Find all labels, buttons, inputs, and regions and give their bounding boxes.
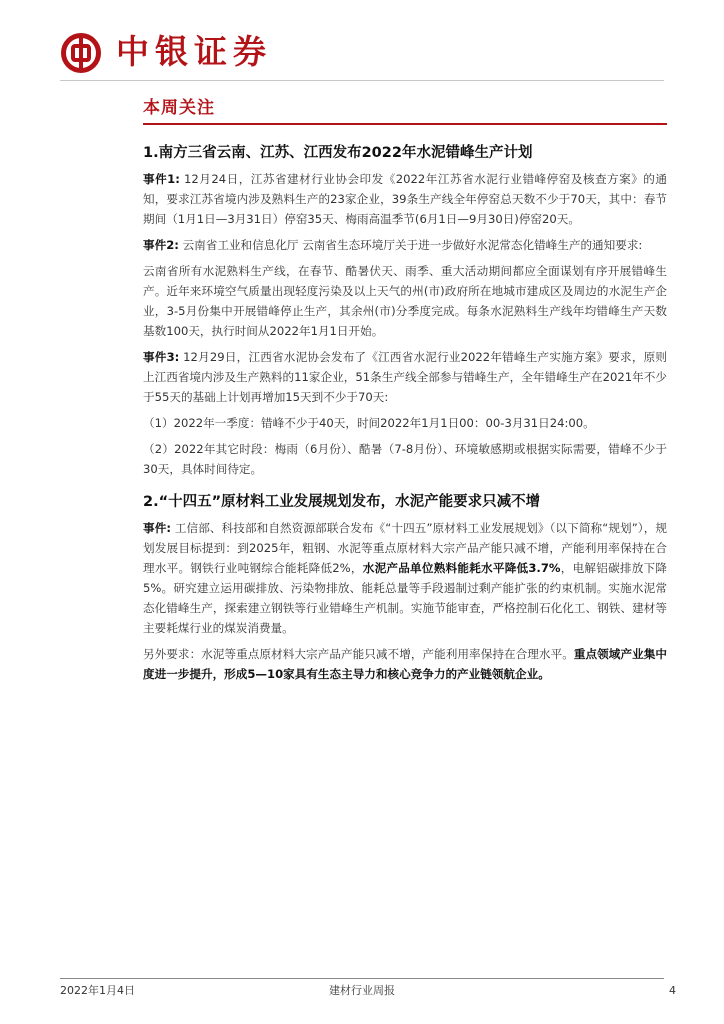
highlight-text: 水泥产品单位熟料能耗水平降低3.7% xyxy=(362,561,561,575)
event-paragraph xyxy=(143,261,667,341)
event-text: 云南省工业和信息化厅 云南省生态环境厅关于进一步做好水泥常态化错峰生产的通知要求: xyxy=(178,238,643,252)
event-text: （1）2022年一季度：错峰不少于40天，时间2022年1月1日00：00-3月31日24:00。 xyxy=(143,416,595,430)
event-paragraph xyxy=(143,347,667,407)
event-paragraph xyxy=(143,235,667,255)
event-text: 工信部、科技部和自然资源部联合发布《“十四五”原材料工业发展规划》（以下简称“规划”），规划发展目标提到：到2025年，粗钢、水泥等重点原材料大宗产品产能只减不增，产能利用率保持在合理水平。钢铁行业吨钢综合能耗降低2%， xyxy=(143,521,667,575)
event-text: （2）2022年其它时段：梅雨（6月份）、酷暑（7-8月份）、环境敏感期或根据实际需要，错峰不少于30天，具体时间待定。 xyxy=(143,442,667,476)
footer-date: 2022年1月4日 xyxy=(60,984,135,997)
event-text: 云南省所有水泥熟料生产线，在春节、酷暑伏天、雨季、重大活动期间都应全面谋划有序开展错峰生产。近年来环境空气质量出现轻度污染及以上天气的州(市)政府所在地城市建成区及周边的水泥生产企业，3-5月份集中开展错峰停止生产，其余州(市)分季度完成。每条水泥熟料生产线年均错峰生产天数基数100天，执行时间从2022年1月1日开始。 xyxy=(143,264,667,338)
event-paragraph xyxy=(143,439,667,479)
event-text: 另外要求：水泥等重点原材料大宗产品产能只减不增，产能利用率保持在合理水平。 xyxy=(143,647,574,661)
event-text: 12月24日，江苏省建材行业协会印发《2022年江苏省水泥行业错峰停窑及核查方案》的通知，要求江苏省境内涉及熟料生产的23家企业，39条生产线全年停窑总天数不少于70天，其中：春节期间（1月1日—3月31日）停窑35天、梅雨高温季节(6月1日—9月30日)停窑20天。 xyxy=(143,172,667,226)
event-label: 事件3: xyxy=(143,350,180,364)
event-text: 12月29日，江西省水泥协会发布了《江西省水泥行业2022年错峰生产实施方案》要求，原则上江西省境内涉及生产熟料的11家企业，51条生产线全部参与错峰生产，全年错峰生产在2021年不少于55天的基础上计划再增加15天到不少于70天: xyxy=(143,350,667,404)
header-divider xyxy=(60,80,664,81)
event-label: 事件2: xyxy=(143,238,179,252)
section-divider xyxy=(143,123,667,125)
event-paragraph xyxy=(143,169,667,229)
event-paragraph xyxy=(143,413,667,433)
footer-report-name: 建材行业周报 xyxy=(329,984,395,997)
boc-coin-logo-icon xyxy=(60,32,102,74)
report-body xyxy=(143,142,667,690)
topic-heading: 1.南方三省云南、江苏、江西发布2022年水泥错峰生产计划 xyxy=(143,145,533,161)
brand-name: 中银证券 xyxy=(116,32,272,71)
topic-heading: 2.“十四五”原材料工业发展规划发布，水泥产能要求只减不增 xyxy=(143,494,541,510)
section-title: 本周关注 xyxy=(143,98,215,118)
event-paragraph xyxy=(143,518,667,638)
page-number: 4 xyxy=(669,984,676,997)
event-label: 事件1: xyxy=(143,172,180,186)
event-label: 事件: xyxy=(143,521,172,535)
event-paragraph xyxy=(143,644,667,684)
event-text: ，电解铝碳排放下降5%。研究建立运用碳排放、污染物排放、能耗总量等手段遏制过剩产能扩张的约束机制。实施水泥常态化错峰生产，探索建立钢铁等行业错峰生产机制。实施节能审查，严格控制石化化工、钢铁、建材等主要耗煤行业的煤炭消费量。 xyxy=(143,561,667,635)
highlight-text: 重点领域产业集中度进一步提升，形成5—10家具有生态主导力和核心竞争力的产业链领航企业。 xyxy=(143,647,667,681)
footer-divider xyxy=(60,978,664,979)
